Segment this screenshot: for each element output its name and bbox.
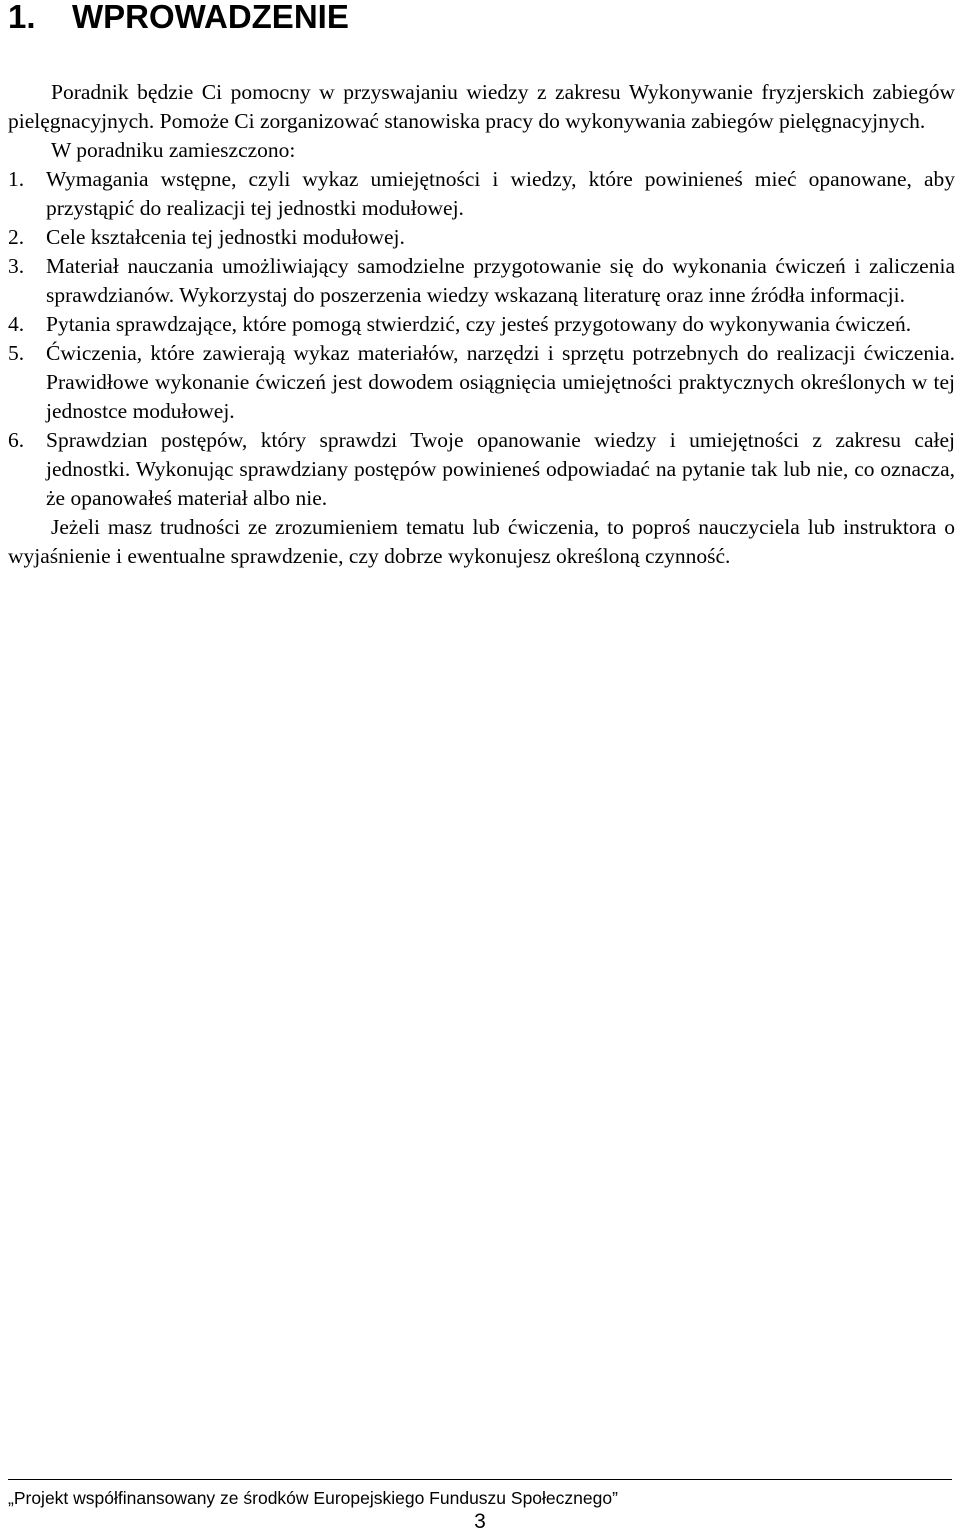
footer-text: „Projekt współfinansowany ze środków Europejskiego Funduszu Społecznego” — [8, 1488, 618, 1508]
intro-paragraph: Poradnik będzie Ci pomocny w przyswajaniu wiedzy z zakresu Wykonywanie fryzjerskich zabiegów pielęgnacyjnych. Pomoże Ci zorganizować stanowiska pracy do wykonywania zabiegów pielęgnacyjnych. — [8, 80, 955, 133]
list-item — [8, 223, 955, 252]
list-item-number: 3. — [8, 254, 25, 278]
list-item-text: Wymagania wstępne, czyli wykaz umiejętności i wiedzy, które powinieneś mieć opanowane, aby przystąpić do realizacji tej jednostki modułowej. — [46, 167, 955, 220]
list-item-text: Materiał nauczania umożliwiający samodzielne przygotowanie się do wykonania ćwiczeń i zaliczenia sprawdzianów. Wykorzystaj do poszerzenia wiedzy wskazaną literaturę oraz inne źródła informacji. — [46, 254, 955, 307]
page-number: 3 — [474, 1510, 486, 1533]
section-title: WPROWADZENIE — [72, 0, 349, 35]
list-item-text: Sprawdzian postępów, który sprawdzi Twoje opanowanie wiedzy i umiejętności z zakresu całej jednostki. Wykonując sprawdziany postępów powinieneś odpowiadać na pytanie tak lub nie, co oznacza, że opanowałeś materiał albo nie. — [46, 428, 955, 510]
list-item-text: Cele kształcenia tej jednostki modułowej. — [46, 225, 405, 249]
list-item — [8, 165, 955, 223]
list-item-text: Pytania sprawdzające, które pomogą stwierdzić, czy jesteś przygotowany do wykonywania ćwiczeń. — [46, 312, 912, 336]
contents-list — [8, 165, 955, 513]
list-item — [8, 339, 955, 426]
list-item-number: 4. — [8, 312, 25, 336]
body-text — [8, 78, 955, 571]
closing-paragraph: Jeżeli masz trudności ze zrozumieniem tematu lub ćwiczenia, to poproś nauczyciela lub instruktora o wyjaśnienie i ewentualne sprawdzenie, czy dobrze wykonujesz określoną czynność. — [8, 515, 955, 568]
section-heading — [8, 0, 349, 34]
list-item-number: 1. — [8, 167, 25, 191]
list-item — [8, 310, 955, 339]
list-item — [8, 426, 955, 513]
contents-label: W poradniku zamieszczono: — [51, 138, 296, 162]
list-item-text: Ćwiczenia, które zawierają wykaz materiałów, narzędzi i sprzętu potrzebnych do realizacji ćwiczenia. Prawidłowe wykonanie ćwiczeń jest dowodem osiągnięcia umiejętności praktycznych określonych w tej jednostce modułowej. — [46, 341, 955, 423]
list-item-number: 6. — [8, 428, 25, 452]
footer-divider — [8, 1479, 952, 1480]
list-item — [8, 252, 955, 310]
list-item-number: 5. — [8, 341, 25, 365]
list-item-number: 2. — [8, 225, 25, 249]
section-number: 1. — [8, 0, 36, 35]
